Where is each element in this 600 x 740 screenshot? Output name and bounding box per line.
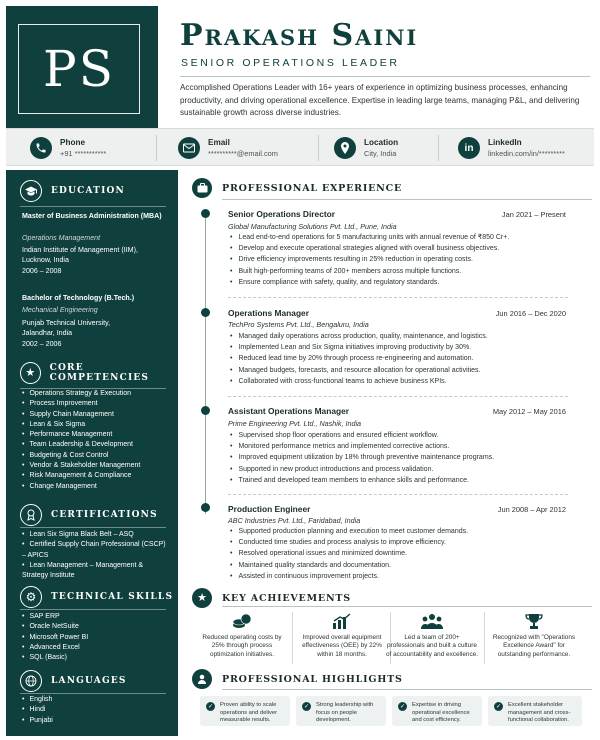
job-dates: Jun 2016 – Dec 2020 <box>495 309 566 318</box>
job-bullets <box>230 331 488 387</box>
job-bullet: • Trained and developed team members to enhance skills and performance. <box>230 475 494 486</box>
languages-list <box>22 695 53 726</box>
job-company: TechPro Systems Pvt. Ltd., Bengaluru, India <box>228 320 369 329</box>
certifications-list <box>22 530 168 581</box>
contact-label: Email <box>208 138 230 147</box>
job-bullet: • Improved equipment utilization by 18% through preventive maintenance programs. <box>230 452 494 463</box>
achievement-text: Improved overall equipment effectiveness (OEE) by 22% within 18 months. <box>302 634 382 658</box>
section-title: TECHNICAL SKILLS <box>51 592 174 602</box>
certification-item: • Lean Management – Management & Strategy Institute <box>22 561 168 582</box>
highlight-text: Strong leadership with focus on people development. <box>316 702 374 723</box>
award-badge-icon <box>20 504 42 526</box>
certification-item: • Lean Six Sigma Black Belt – ASQ <box>22 530 168 540</box>
certification-item: • Certified Supply Chain Professional (CSCP) – APICS <box>22 540 168 561</box>
job-bullet: • Collaborated with cross-functional teams to achieve business KPIs. <box>230 376 488 387</box>
check-icon: ✓ <box>207 703 214 710</box>
job-bullet: • Ensure compliance with safety, quality, and regulatory standards. <box>230 277 509 288</box>
languages-heading <box>20 670 127 692</box>
job-title: Senior Operations Director <box>228 209 336 219</box>
check-icon: ✓ <box>399 703 406 710</box>
edu-degree: Master of Business Administration (MBA) <box>22 212 162 220</box>
monogram: PS <box>43 40 115 98</box>
job-bullet: • Implemented Lean and Six Sigma initiatives improving productivity by 30%. <box>230 342 488 353</box>
timeline-dot <box>201 406 210 415</box>
team-icon <box>386 612 478 630</box>
job-bullet: • Maintained quality standards and documentation. <box>230 560 468 571</box>
achievement-text: Led a team of 200+ professionals and built a culture of accountability and excellence. <box>386 634 479 658</box>
job-bullet: • Assisted in continuous improvement projects. <box>230 571 468 582</box>
contact-email <box>178 135 278 161</box>
highlight-text: Expertise in driving operational excellence and cost efficiency. <box>412 702 470 723</box>
job-bullet: • Monitored performance metrics and implemented corrective actions. <box>230 441 494 452</box>
achievement-card <box>196 612 288 659</box>
contact-bar <box>6 128 594 166</box>
star-icon: ★ <box>192 588 212 608</box>
section-divider <box>20 693 166 694</box>
job-bullet: • Supported in new product introductions and process validation. <box>230 464 494 475</box>
gear-icon: ⚙ <box>20 586 42 608</box>
skill-item: • Microsoft Power BI <box>22 633 88 643</box>
candidate-role: SENIOR OPERATIONS LEADER <box>181 57 400 69</box>
bar-chart-icon <box>296 612 388 630</box>
language-item: • English <box>22 695 53 705</box>
person-icon <box>192 669 212 689</box>
experience-heading <box>192 178 402 198</box>
job-company: Prime Engineering Pvt. Ltd., Nashik, India <box>228 419 362 428</box>
highlight-card <box>296 696 386 726</box>
contact-value[interactable]: **********@email.com <box>208 149 278 158</box>
monogram-frame <box>18 24 140 114</box>
section-title: CERTIFICATIONS <box>51 510 158 520</box>
contact-separator <box>318 135 319 161</box>
section-title: CORE COMPETENCIES <box>49 363 150 383</box>
competency-item: • Risk Management & Compliance <box>22 471 140 481</box>
header-divider <box>180 76 590 77</box>
job-separator <box>228 494 568 495</box>
job-company: Global Manufacturing Solutions Pvt. Ltd., Pune, India <box>228 222 397 231</box>
phone-icon <box>30 137 52 159</box>
highlights-heading <box>192 669 403 689</box>
job-bullet: • Built high-performing teams of 200+ members across multiple functions. <box>230 266 509 277</box>
edu-degree: Bachelor of Technology (B.Tech.) <box>22 294 135 302</box>
edu-years: 2002 – 2006 <box>22 340 62 348</box>
competencies-list <box>22 389 140 492</box>
globe-icon <box>20 670 42 692</box>
section-title: PROFESSIONAL EXPERIENCE <box>222 182 403 194</box>
timeline-dot <box>201 308 210 317</box>
job-bullet: • Reduced lead time by 20% through process re-engineering and automation. <box>230 353 488 364</box>
job-title: Assistant Operations Manager <box>228 406 350 416</box>
graduation-cap-icon <box>20 180 42 202</box>
job-bullet: • Conducted time studies and process analysis to improve efficiency. <box>230 537 468 548</box>
contact-separator <box>438 135 439 161</box>
section-divider <box>20 527 166 528</box>
contact-label: Location <box>364 138 399 147</box>
education-heading <box>20 180 125 202</box>
edu-school: Indian Institute of Management (IIM), Lucknow, India <box>22 246 138 264</box>
location-icon <box>334 137 356 159</box>
job-bullet: • Supervised shop floor operations and ensured efficient workflow. <box>230 430 494 441</box>
achievement-card <box>386 612 478 659</box>
contact-phone <box>30 135 106 161</box>
candidate-name: Prakash Saini <box>180 18 419 53</box>
achievement-text: Recognized with "Operations Excellence Award" for outstanding performance. <box>492 634 576 658</box>
job-separator <box>228 396 568 397</box>
highlight-card <box>200 696 290 726</box>
section-divider <box>20 609 166 610</box>
competency-item: • Supply Chain Management <box>22 410 140 420</box>
edu-field: Operations Management <box>22 234 101 242</box>
trophy-icon <box>488 612 580 630</box>
linkedin-icon: in <box>458 137 480 159</box>
achievement-separator <box>292 612 293 664</box>
job-bullet: • Lead end-to-end operations for 5 manufacturing units with annual revenue of ₹850 Cr+. <box>230 232 509 243</box>
section-title: PROFESSIONAL HIGHLIGHTS <box>222 673 403 685</box>
job-dates: Jan 2021 – Present <box>501 210 566 219</box>
contact-separator <box>156 135 157 161</box>
job-bullets <box>230 232 509 288</box>
section-title: LANGUAGES <box>51 676 127 686</box>
timeline-dot <box>201 209 210 218</box>
technical-skills-heading <box>20 586 173 608</box>
language-item: • Punjabi <box>22 716 53 726</box>
job-dates: May 2012 – May 2016 <box>492 407 566 416</box>
job-bullet: • Develop and execute operational strategies aligned with overall business objectives. <box>230 243 509 254</box>
job-title: Production Engineer <box>228 504 311 514</box>
job-bullet: • Managed daily operations across production, quality, maintenance, and logistics. <box>230 331 488 342</box>
language-item: • Hindi <box>22 705 53 715</box>
timeline-dot <box>201 503 210 512</box>
job-bullets <box>230 526 468 582</box>
achievement-separator <box>484 612 485 664</box>
job-dates: Jun 2008 – Apr 2012 <box>497 505 566 514</box>
experience-timeline <box>205 210 206 514</box>
section-divider <box>222 199 592 200</box>
competencies-heading <box>20 362 178 384</box>
achievement-card <box>488 612 580 659</box>
contact-value: City, India <box>364 149 397 158</box>
contact-value[interactable]: +91 *********** <box>60 149 107 158</box>
competency-item: • Lean & Six Sigma <box>22 420 140 430</box>
competency-item: • Vendor & Stakeholder Management <box>22 461 140 471</box>
highlight-card <box>488 696 582 726</box>
briefcase-icon <box>192 178 212 198</box>
edu-field: Mechanical Engineering <box>22 306 98 314</box>
skills-list <box>22 612 88 663</box>
highlight-text: Excellent stakeholder management and cross-functional collaboration. <box>508 702 571 723</box>
skill-item: • SAP ERP <box>22 612 88 622</box>
coins-icon <box>196 612 288 630</box>
section-divider <box>222 606 592 607</box>
achievement-card <box>296 612 388 659</box>
competency-item: • Budgeting & Cost Control <box>22 451 140 461</box>
job-title: Operations Manager <box>228 308 309 318</box>
skill-item: • SQL (Basic) <box>22 653 88 663</box>
job-bullet: • Managed budgets, forecasts, and resource allocation for operational activities. <box>230 365 488 376</box>
edu-school: Punjab Technical University, Jalandhar, India <box>22 319 111 337</box>
competency-item: • Change Management <box>22 482 140 492</box>
competency-item: • Process Improvement <box>22 399 140 409</box>
section-title: KEY ACHIEVEMENTS <box>222 592 351 604</box>
contact-value[interactable]: linkedin.com/in/********* <box>488 149 565 158</box>
job-bullet: • Drive efficiency improvements resulting in 25% reduction in operating costs. <box>230 254 509 265</box>
section-divider <box>20 206 166 207</box>
competency-item: • Performance Management <box>22 430 140 440</box>
certifications-heading <box>20 504 158 526</box>
email-icon <box>178 137 200 159</box>
job-company: ABC Industries Pvt. Ltd., Faridabad, India <box>228 516 361 525</box>
competency-item: • Operations Strategy & Execution <box>22 389 140 399</box>
section-divider <box>222 689 592 690</box>
section-title: EDUCATION <box>51 186 125 196</box>
job-bullet: • Supported production planning and execution to meet customer demands. <box>230 526 468 537</box>
competency-item: • Team Leadership & Development <box>22 440 140 450</box>
skill-item: • Oracle NetSuite <box>22 622 88 632</box>
job-bullet: • Resolved operational issues and minimized downtime. <box>230 548 468 559</box>
achievements-heading <box>192 588 351 608</box>
job-separator <box>228 297 568 298</box>
highlight-text: Proven ability to scale operations and deliver measurable results. <box>220 702 278 723</box>
check-icon: ✓ <box>303 703 310 710</box>
check-icon: ✓ <box>495 703 502 710</box>
sidebar <box>6 170 178 736</box>
skill-item: • Advanced Excel <box>22 643 88 653</box>
highlight-card <box>392 696 482 726</box>
contact-label: LinkedIn <box>488 138 522 147</box>
edu-years: 2006 – 2008 <box>22 267 62 275</box>
contact-label: Phone <box>60 138 86 147</box>
achievement-text: Reduced operating costs by 25% through process optimization initiatives. <box>202 634 282 658</box>
contact-location <box>334 135 398 161</box>
contact-linkedin <box>458 135 565 161</box>
job-bullets <box>230 430 494 486</box>
star-icon: ★ <box>20 362 41 384</box>
profile-summary: Accomplished Operations Leader with 16+ years of experience in optimizing business processes, enhancing productivity, and driving operational excellence. Expertise in leading large teams, managing P&L, and delivering sustainable growth across diverse industries. <box>180 83 580 117</box>
monogram-block <box>6 6 158 128</box>
